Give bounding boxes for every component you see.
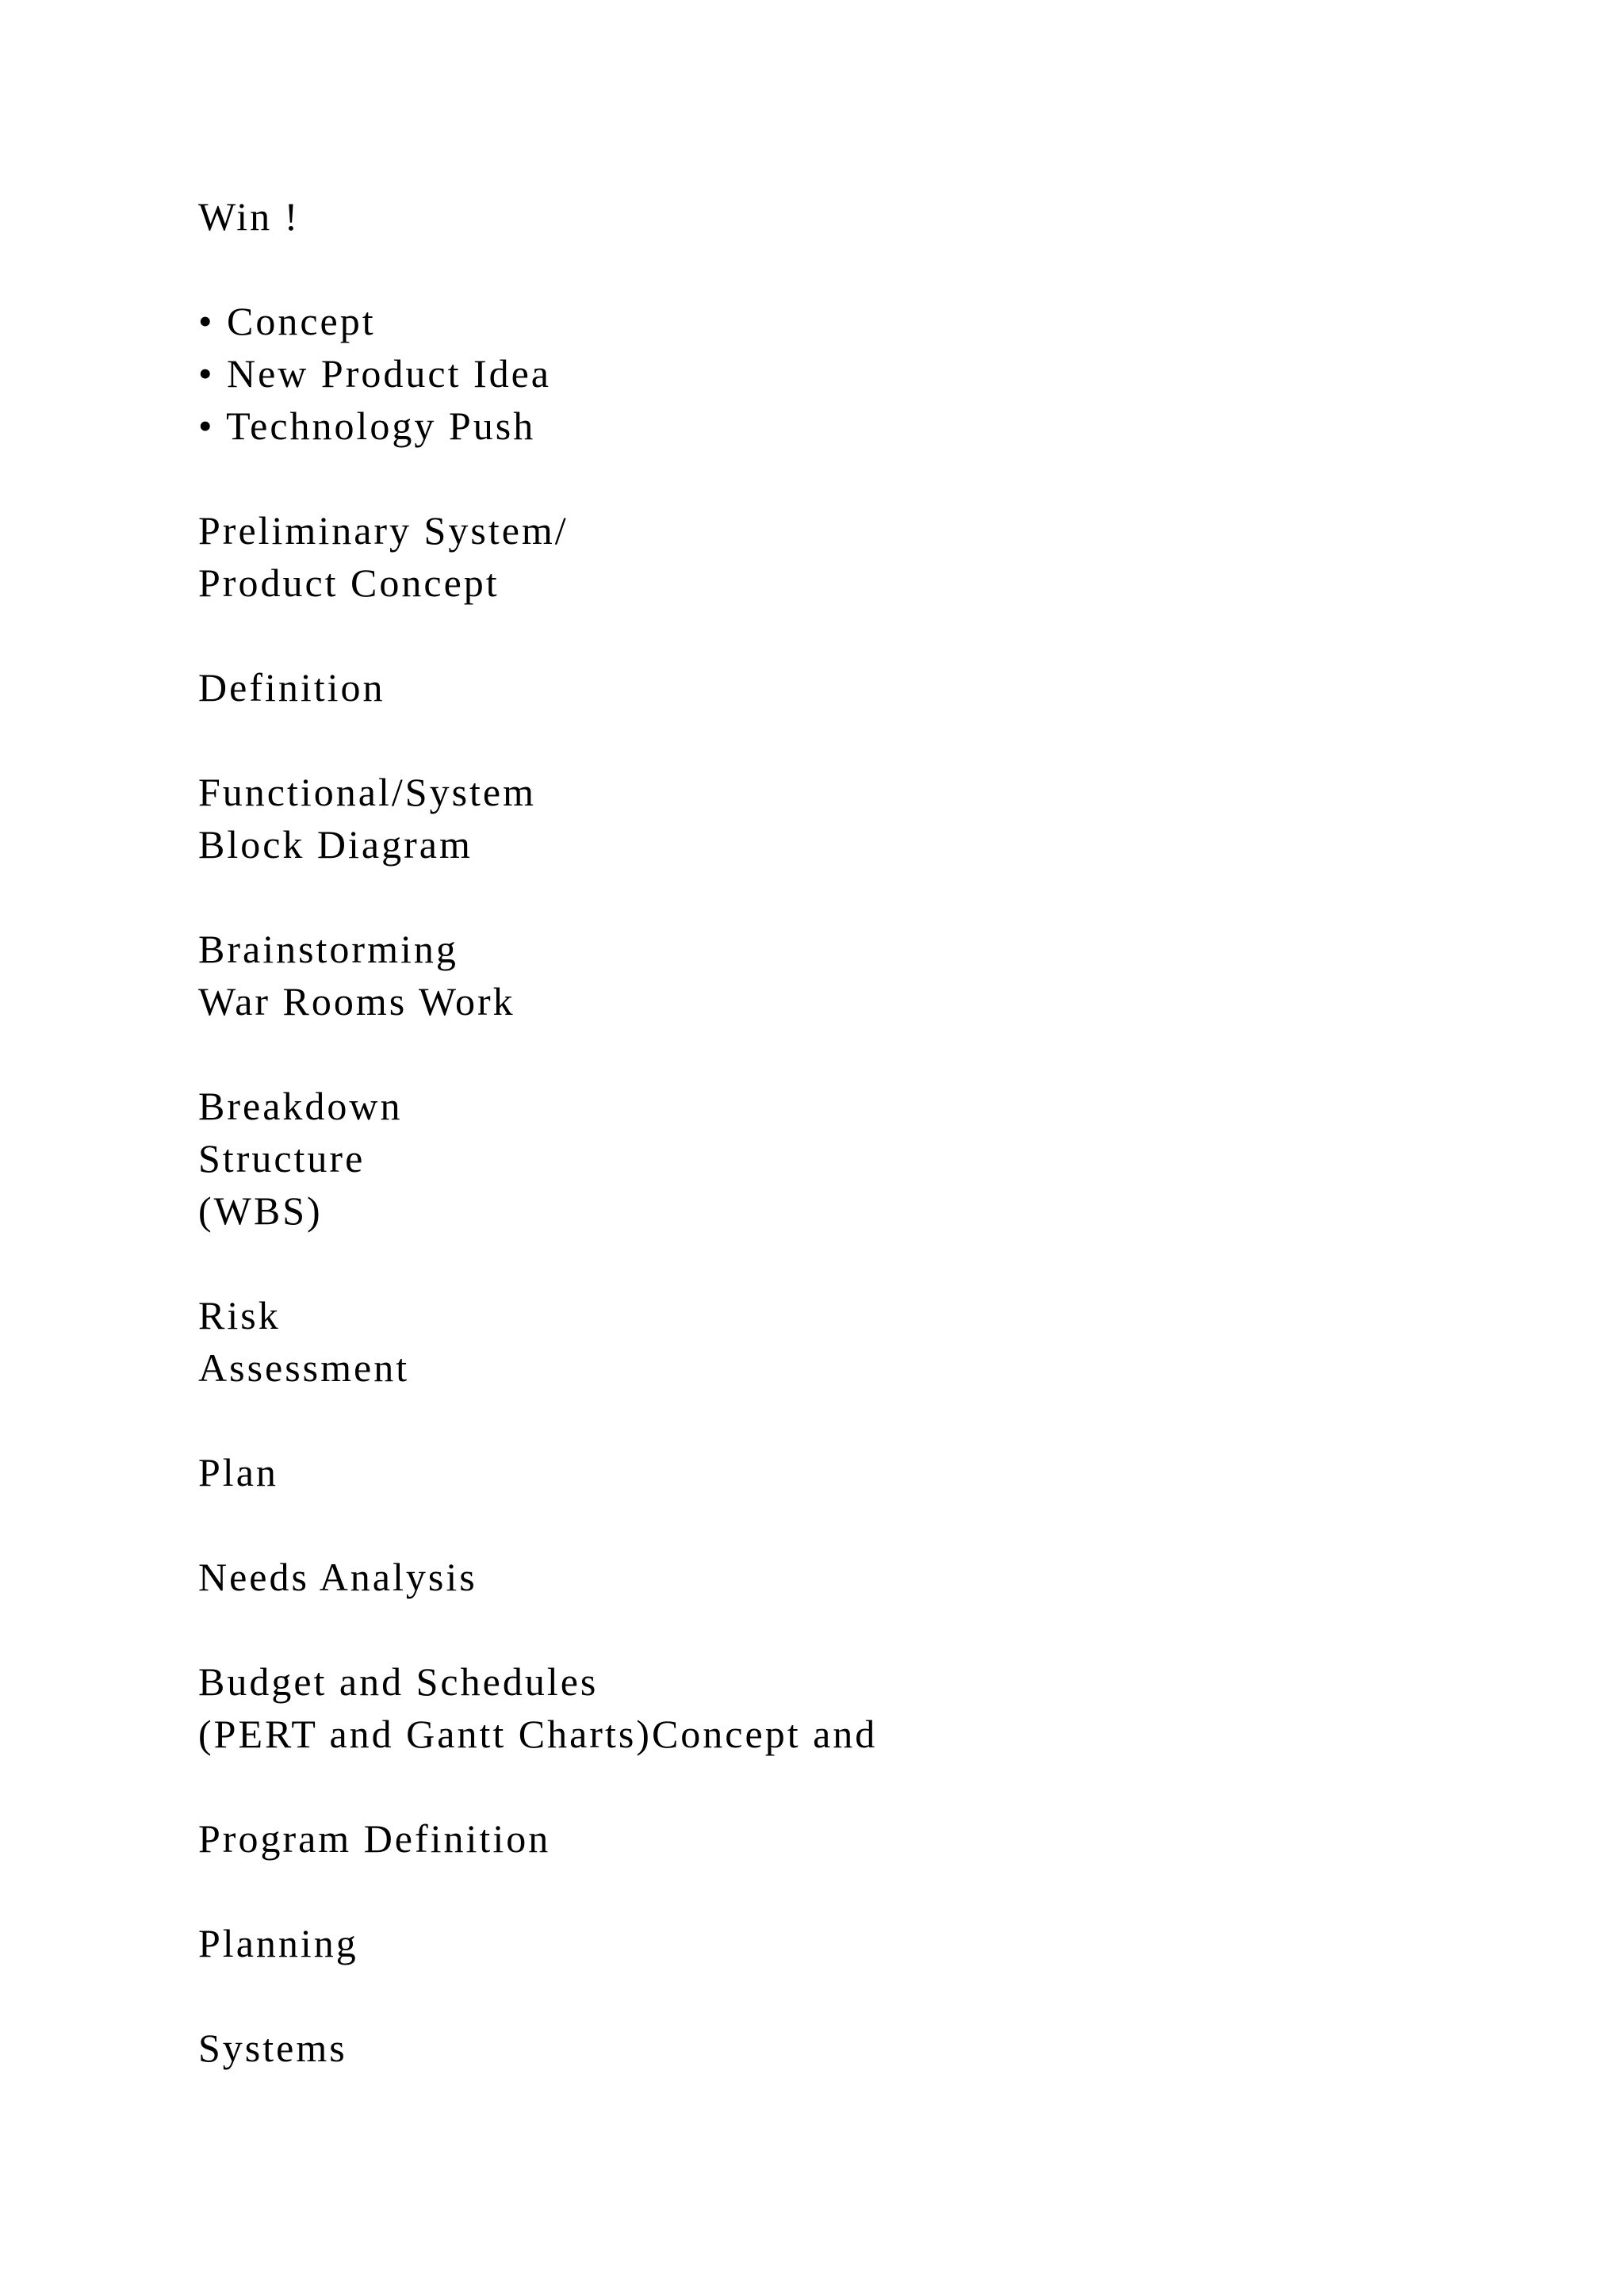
text-line: Win ! [198, 194, 301, 239]
text-line: War Rooms Work [198, 979, 515, 1024]
text-line: Brainstorming [198, 927, 458, 971]
text-line: Product Concept [198, 561, 500, 605]
text-line: Assessment [198, 1345, 410, 1390]
text-block-breakdown-structure [198, 1080, 1467, 1237]
text-block-risk-assessment [198, 1289, 1467, 1394]
text-line: Block Diagram [198, 822, 473, 867]
bullet-item-concept: • Concept [198, 299, 376, 343]
text-line: (PERT and Gantt Charts)Concept and [198, 1712, 878, 1756]
text-line: Needs Analysis [198, 1555, 477, 1599]
text-line: Breakdown [198, 1084, 403, 1128]
text-line: Definition [198, 665, 385, 710]
text-block-definition [198, 661, 1467, 714]
text-line: Systems [198, 2026, 347, 2070]
text-block-preliminary-system [198, 504, 1467, 609]
text-line: Risk [198, 1293, 281, 1337]
text-block-budget-schedules [198, 1655, 1467, 1760]
text-block-plan [198, 1446, 1467, 1498]
text-block-functional-system [198, 766, 1467, 871]
text-line: Preliminary System/ [198, 508, 569, 553]
text-line: Budget and Schedules [198, 1659, 599, 1704]
text-line: Structure [198, 1136, 366, 1181]
text-block-needs-analysis [198, 1551, 1467, 1603]
text-line: Functional/System [198, 770, 536, 814]
text-block-planning [198, 1917, 1467, 1969]
bullet-list [198, 295, 1467, 452]
text-line: Planning [198, 1921, 358, 1965]
bullet-item-technology-push: • Technology Push [198, 404, 536, 448]
bullet-item-new-product-idea: • New Product Idea [198, 351, 551, 396]
text-line: Plan [198, 1450, 278, 1494]
text-line: Program Definition [198, 1816, 551, 1861]
text-block-win [198, 190, 1467, 243]
text-block-brainstorming [198, 923, 1467, 1027]
text-block-program-definition [198, 1812, 1467, 1865]
document-body [198, 190, 1467, 2126]
text-block-systems [198, 2022, 1467, 2074]
text-line: (WBS) [198, 1188, 323, 1233]
